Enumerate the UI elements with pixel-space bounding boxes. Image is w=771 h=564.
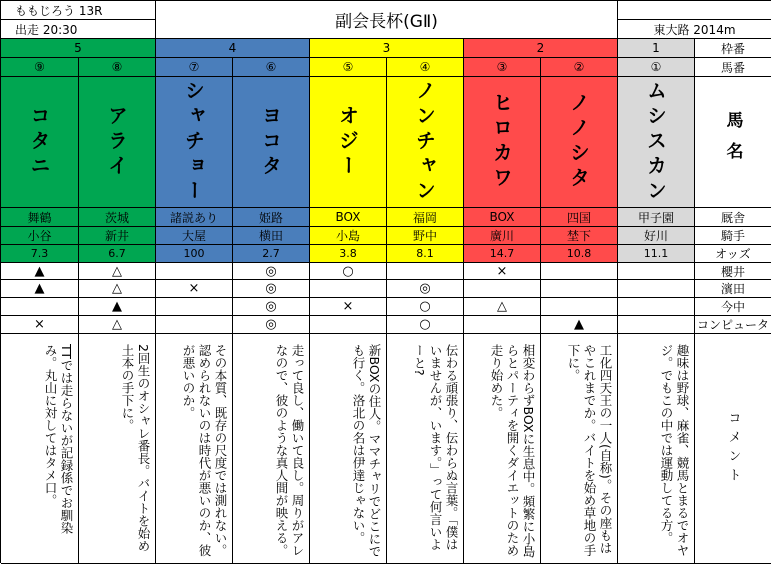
horse-name: シャチョー — [156, 77, 233, 208]
horse-comment: 新BOXの住人。ママチャリでどこにでも行く。洛北の名は伊達じゃない。 — [310, 334, 387, 564]
horse-odds: 2.7 — [233, 245, 310, 263]
prediction-mark: × — [1, 316, 79, 334]
horse-odds: 6.7 — [79, 245, 156, 263]
horse-comment: TTでは走らないが記録係でお馴染み。丸山に対してはタメ口。 — [1, 334, 79, 564]
horse-comment: 相変わらずBOXに生息中。頻繁に小島らとパーティを開くダイエットのため走り始めた。 — [464, 334, 541, 564]
race-title: 副会長杯(GⅡ) — [156, 1, 618, 39]
horse-comment: 工化四天王の一人(自称)。その座もはやこれまでか。バイトを始め草地の手下に。 — [541, 334, 618, 564]
horse-name: アライ — [79, 77, 156, 208]
meeting-label: ももじろう 13R — [1, 1, 156, 20]
horse-jockey: 小谷 — [1, 227, 79, 245]
horse-jockey: 新井 — [79, 227, 156, 245]
prediction-mark: ○ — [387, 298, 464, 316]
horse-stable: 四国 — [541, 208, 618, 227]
label-stable: 厩舎 — [695, 208, 771, 227]
prediction-mark — [618, 263, 695, 280]
prediction-mark — [156, 298, 233, 316]
horse-stable: 舞鶴 — [1, 208, 79, 227]
horse-jockey: 野中 — [387, 227, 464, 245]
horse-name: オジー — [310, 77, 387, 208]
horse-jockey: 埜下 — [541, 227, 618, 245]
prediction-mark: ▲ — [1, 280, 79, 298]
horse-jockey: 廣川 — [464, 227, 541, 245]
horse-stable: 福岡 — [387, 208, 464, 227]
label-odds: オッズ — [695, 245, 771, 263]
horse-number: ④ — [387, 58, 464, 77]
prediction-mark — [464, 316, 541, 334]
label-comment: コメント — [695, 334, 771, 564]
horse-comment: その本質、既存の尺度では測れない。認められないのは時代が悪いのか、彼が悪いのか。 — [156, 334, 233, 564]
prediction-mark — [156, 316, 233, 334]
horse-stable: 茨城 — [79, 208, 156, 227]
frame-number-4: 4 — [156, 39, 310, 58]
horse-name: コタニ — [1, 77, 79, 208]
prediction-mark: ◎ — [233, 298, 310, 316]
horse-stable: BOX — [310, 208, 387, 227]
prediction-mark: ▲ — [541, 316, 618, 334]
prediction-mark: △ — [79, 263, 156, 280]
label-predictor: コンピュータ — [695, 316, 771, 334]
header-blank — [618, 1, 771, 20]
horse-name: ムシスカン — [618, 77, 695, 208]
horse-odds: 10.8 — [541, 245, 618, 263]
frame-number-1: 1 — [618, 39, 695, 58]
label-frame: 枠番 — [695, 39, 771, 58]
frame-number-3: 3 — [310, 39, 464, 58]
horse-odds: 7.3 — [1, 245, 79, 263]
label-predictor: 櫻井 — [695, 263, 771, 280]
frame-number-2: 2 — [464, 39, 618, 58]
prediction-mark: △ — [464, 298, 541, 316]
prediction-mark: ◎ — [233, 280, 310, 298]
label-horse-name: 馬名 — [695, 77, 771, 208]
post-time: 出走 20:30 — [1, 20, 156, 39]
prediction-mark — [310, 280, 387, 298]
horse-name: ヨコタ — [233, 77, 310, 208]
horse-stable: 甲子園 — [618, 208, 695, 227]
prediction-mark: △ — [79, 280, 156, 298]
horse-odds: 3.8 — [310, 245, 387, 263]
prediction-mark — [618, 316, 695, 334]
horse-number: ① — [618, 58, 695, 77]
horse-odds: 11.1 — [618, 245, 695, 263]
horse-name: ヒロカワ — [464, 77, 541, 208]
label-jockey: 騎手 — [695, 227, 771, 245]
horse-comment: 2回生のオシャレ番長。バイトを始め土本の手下に。 — [79, 334, 156, 564]
label-horse-number: 馬番 — [695, 58, 771, 77]
prediction-mark — [1, 298, 79, 316]
horse-jockey: 好川 — [618, 227, 695, 245]
horse-number: ⑥ — [233, 58, 310, 77]
prediction-mark — [541, 298, 618, 316]
prediction-mark: ◎ — [233, 316, 310, 334]
horse-number: ③ — [464, 58, 541, 77]
horse-odds: 14.7 — [464, 245, 541, 263]
horse-jockey: 大屋 — [156, 227, 233, 245]
prediction-mark: ○ — [387, 316, 464, 334]
horse-number: ⑤ — [310, 58, 387, 77]
horse-number: ② — [541, 58, 618, 77]
prediction-mark: ○ — [310, 263, 387, 280]
horse-odds: 8.1 — [387, 245, 464, 263]
prediction-mark: ▲ — [79, 298, 156, 316]
prediction-mark: × — [310, 298, 387, 316]
prediction-mark: ◎ — [233, 263, 310, 280]
prediction-mark: × — [464, 263, 541, 280]
horse-stable: 諸説あり — [156, 208, 233, 227]
prediction-mark — [310, 316, 387, 334]
horse-stable: 姫路 — [233, 208, 310, 227]
horse-comment: 伝わる頑張り、伝わらぬ言葉。「僕はいませんが、います。」って何言いよーと? — [387, 334, 464, 564]
prediction-mark: × — [156, 280, 233, 298]
horse-number: ⑦ — [156, 58, 233, 77]
prediction-mark — [618, 280, 695, 298]
horse-comment: 走って良し、働いて良し。周りがアレなので、彼のような真人間が映える。 — [233, 334, 310, 564]
prediction-mark: △ — [79, 316, 156, 334]
horse-name: ノンチャン — [387, 77, 464, 208]
horse-number: ⑧ — [79, 58, 156, 77]
prediction-mark — [541, 280, 618, 298]
label-predictor: 濱田 — [695, 280, 771, 298]
horse-jockey: 横田 — [233, 227, 310, 245]
frame-number-5: 5 — [1, 39, 156, 58]
horse-comment: 趣味は野球、麻雀、競馬とまるでオヤジ。でもこの中では運動してる方。 — [618, 334, 695, 564]
prediction-mark — [387, 263, 464, 280]
prediction-mark: ◎ — [387, 280, 464, 298]
horse-stable: BOX — [464, 208, 541, 227]
horse-odds: 100 — [156, 245, 233, 263]
prediction-mark — [156, 263, 233, 280]
prediction-mark — [541, 263, 618, 280]
prediction-mark — [464, 280, 541, 298]
label-predictor: 今中 — [695, 298, 771, 316]
horse-jockey: 小島 — [310, 227, 387, 245]
course-info: 東大路 2014m — [618, 20, 771, 39]
prediction-mark: ▲ — [1, 263, 79, 280]
horse-number: ⑨ — [1, 58, 79, 77]
prediction-mark — [618, 298, 695, 316]
horse-name: ノノシタ — [541, 77, 618, 208]
